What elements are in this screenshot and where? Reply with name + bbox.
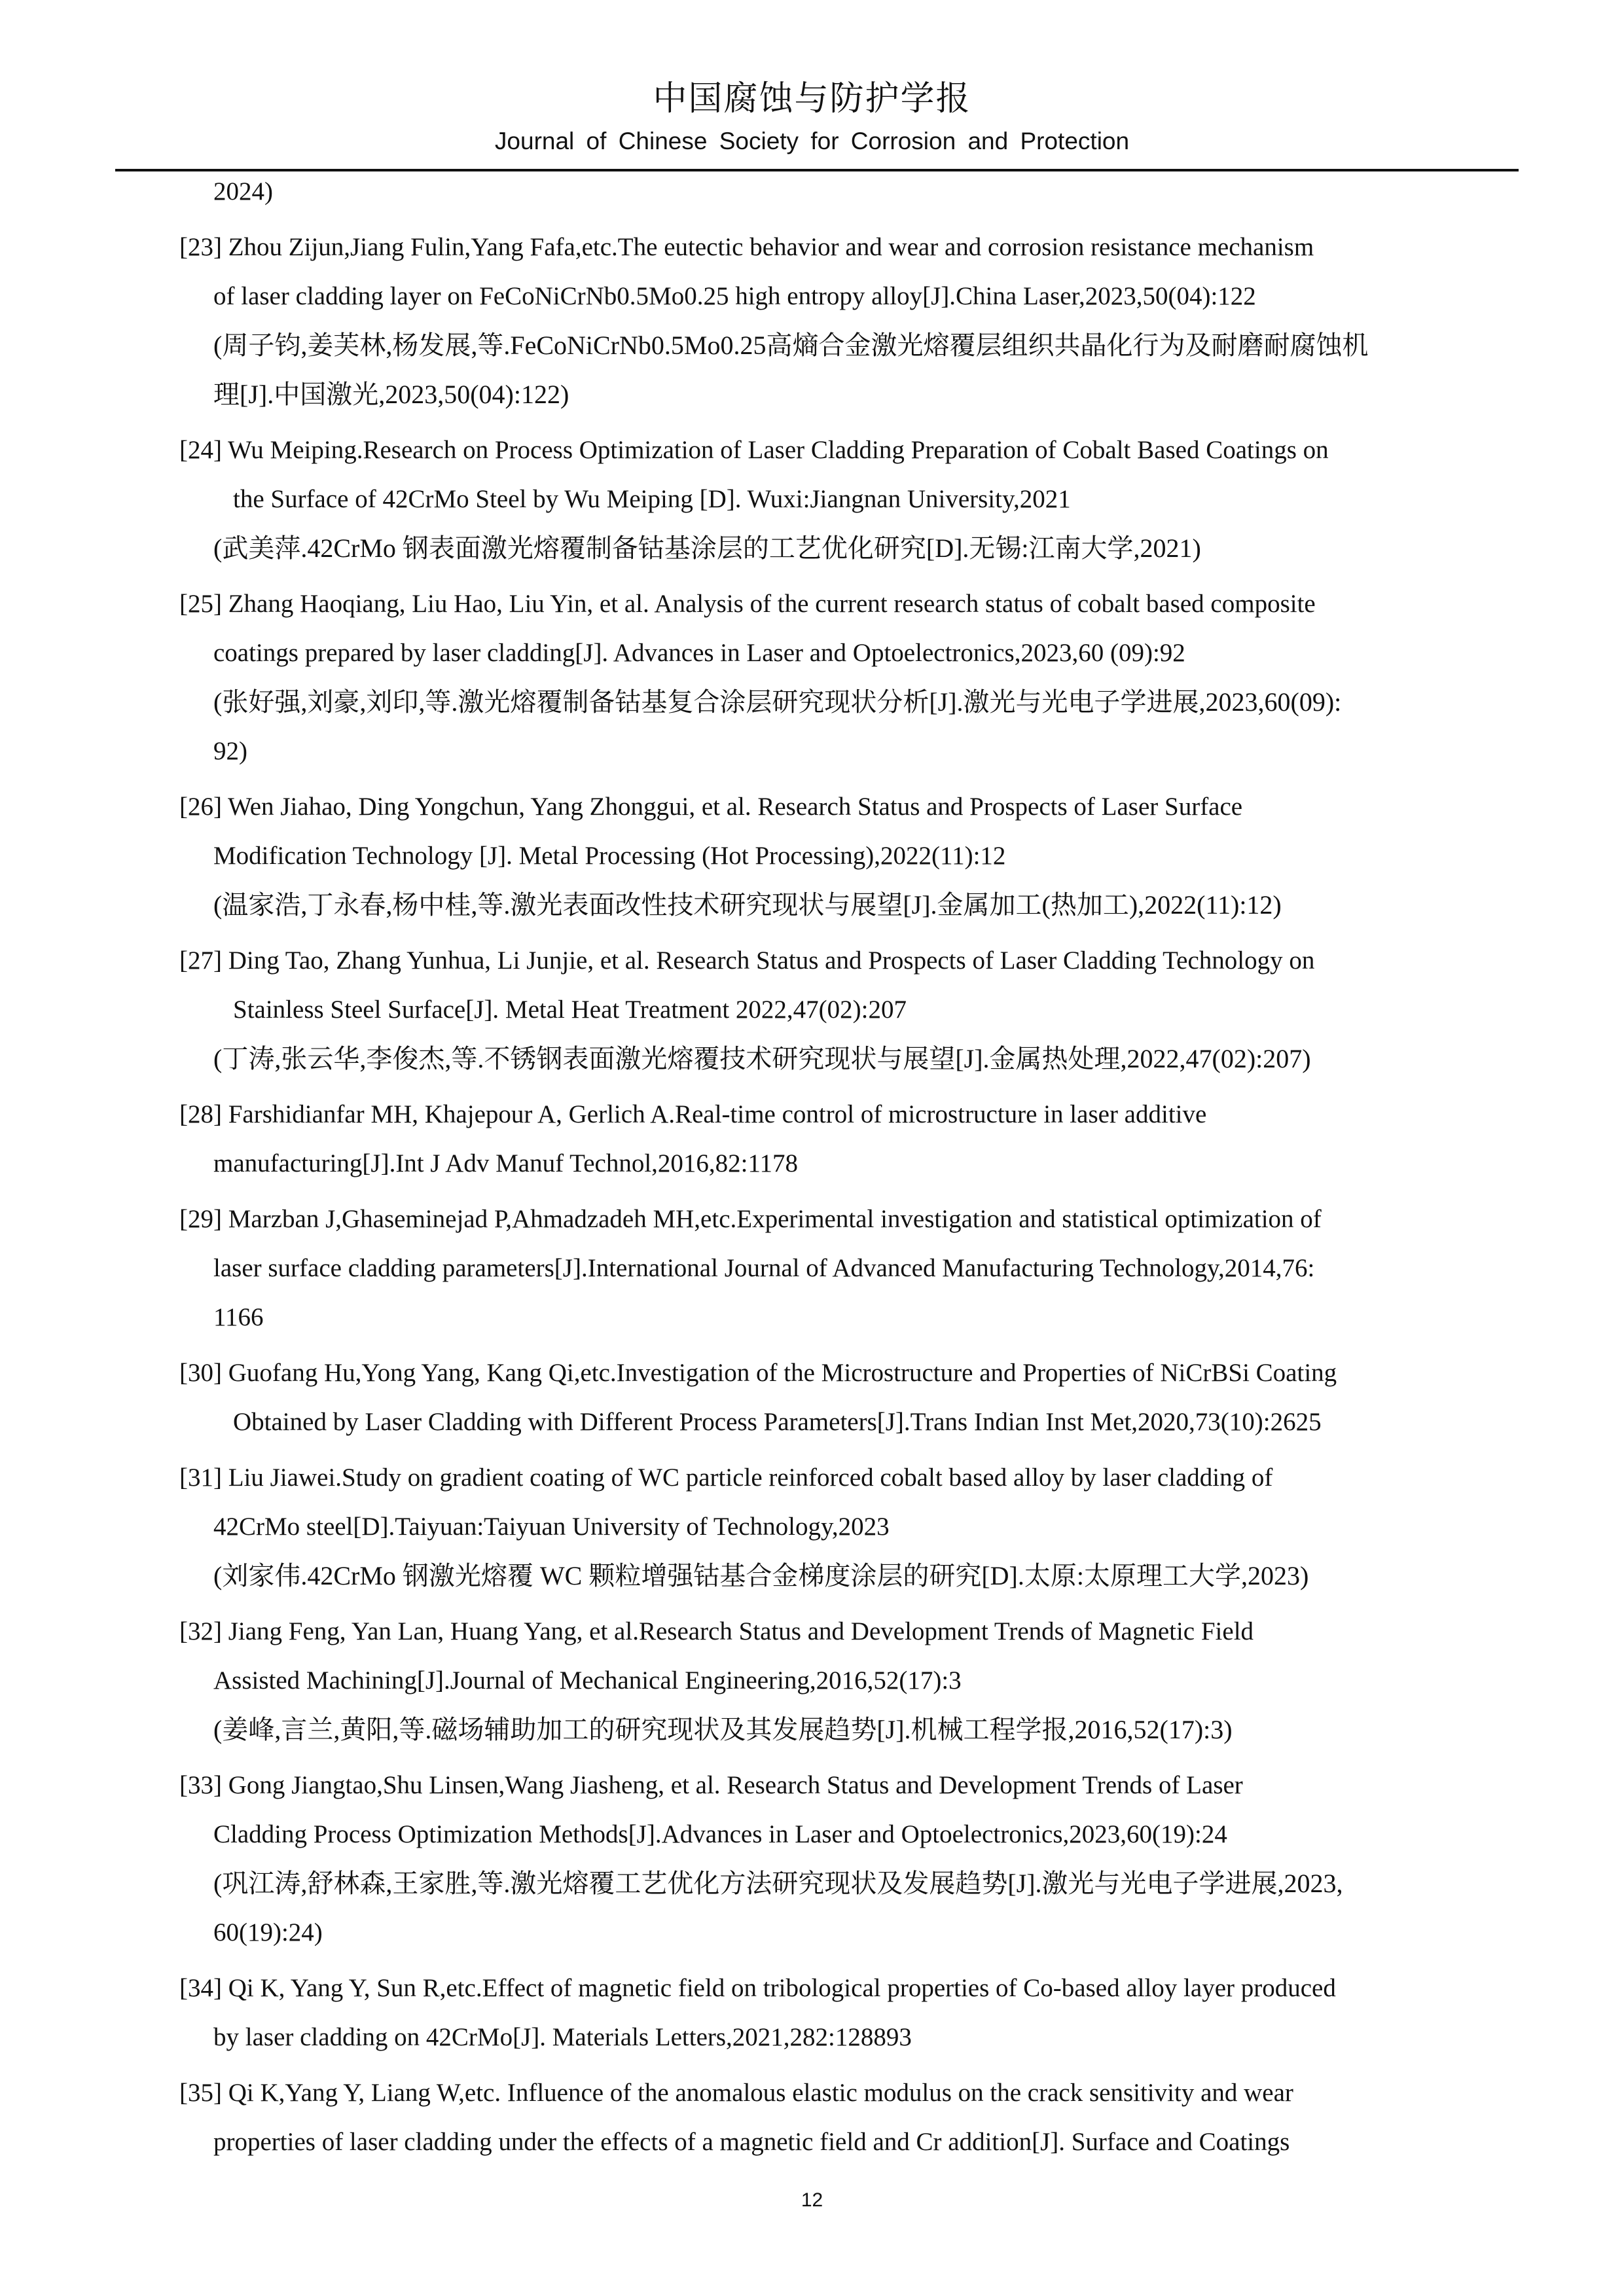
journal-title-english: Journal of Chinese Society for Corrosion and Protection (494, 128, 1130, 154)
reference-line: by laser cladding on 42CrMo[J]. Materials Letters,2021,282:128893 (213, 2023, 912, 2051)
reference-line: Cladding Process Optimization Methods[J].Advances in Laser and Optoelectronics,2023,60(19):24 (213, 1820, 1227, 1848)
reference-line-chinese: (巩江涛,舒林森,王家胜,等.激光熔覆工艺优化方法研究现状及发展趋势[J].激光与光电子学进展,2023, (213, 1869, 1343, 1898)
reference-number: [29] (179, 1205, 222, 1233)
reference-line: Obtained by Laser Cladding with Different Process Parameters[J].Trans Indian Inst Met,2020,73(10):2625 (233, 1408, 1322, 1436)
reference-line: Marzban J,Ghaseminejad P,Ahmadzadeh MH,etc.Experimental investigation and statistical optimization of (228, 1205, 1322, 1233)
reference-29 (179, 1194, 1523, 1244)
reference-line: 92) (213, 737, 247, 765)
journal-title-chinese: 中国腐蚀与防护学报 (653, 79, 971, 118)
reference-number: [35] (179, 2079, 222, 2107)
reference-line: Ding Tao, Zhang Yunhua, Li Junjie, et al. Research Status and Prospects of Laser Cladding Technology on (228, 946, 1315, 975)
reference-33 (179, 1761, 1523, 1810)
reference-line-chinese: (温家浩,丁永春,杨中桂,等.激光表面改性技术研究现状与展望[J].金属加工(热加工),2022(11):12) (213, 890, 1282, 920)
reference-31 (179, 1453, 1523, 1502)
reference-number: [27] (179, 946, 222, 975)
reference-line-chinese: (丁涛,张云华,李俊杰,等.不锈钢表面激光熔覆技术研究现状与展望[J].金属热处理,2022,47(02):207) (213, 1044, 1311, 1073)
reference-line-chinese: (刘家伟.42CrMo 钢激光熔覆 WC 颗粒增强钴基合金梯度涂层的研究[D].太原:太原理工大学,2023) (213, 1561, 1309, 1590)
reference-number: [25] (179, 590, 222, 618)
running-header (0, 77, 1624, 157)
reference-line: Modification Technology [J]. Metal Processing (Hot Processing),2022(11):12 (213, 842, 1006, 870)
reference-line: Gong Jiangtao,Shu Linsen,Wang Jiasheng, et al. Research Status and Development Trends of Laser (228, 1771, 1243, 1799)
page-number: 12 (801, 2189, 823, 2211)
reference-28 (179, 1090, 1523, 1139)
reference-line-chinese: (姜峰,言兰,黄阳,等.磁场辅助加工的研究现状及其发展趋势[J].机械工程学报,2016,52(17):3) (213, 1715, 1233, 1744)
reference-line-chinese: 理[J].中国激光,2023,50(04):122) (213, 380, 569, 409)
reference-line: properties of laser cladding under the effects of a magnetic field and Cr addition[J]. Surface and Coatings (213, 2128, 1290, 2156)
reference-35 (179, 2068, 1523, 2117)
reference-line: of laser cladding layer on FeCoNiCrNb0.5Mo0.25 high entropy alloy[J].China Laser,2023,50(04):122 (213, 282, 1256, 310)
reference-line: Zhou Zijun,Jiang Fulin,Yang Fafa,etc.The eutectic behavior and wear and corrosion resistance mechanism (228, 233, 1314, 261)
reference-line: Liu Jiawei.Study on gradient coating of WC particle reinforced cobalt based alloy by laser cladding of (228, 1463, 1273, 1492)
reference-number: [30] (179, 1359, 222, 1387)
reference-line: the Surface of 42CrMo Steel by Wu Meiping [D]. Wuxi:Jiangnan University,2021 (233, 485, 1071, 513)
reference-line: manufacturing[J].Int J Adv Manuf Technol,2016,82:1178 (213, 1149, 799, 1177)
reference-number: [23] (179, 233, 222, 261)
reference-34 (179, 1964, 1523, 2013)
reference-line: Assisted Machining[J].Journal of Mechanical Engineering,2016,52(17):3 (213, 1666, 962, 1695)
reference-23 (179, 223, 1523, 272)
reference-line: Zhang Haoqiang, Liu Hao, Liu Yin, et al. Analysis of the current research status of cobalt based composite (228, 590, 1316, 618)
reference-line: laser surface cladding parameters[J].International Journal of Advanced Manufacturing Technology,2014,76: (213, 1254, 1315, 1282)
reference-line: Jiang Feng, Yan Lan, Huang Yang, et al.Research Status and Development Trends of Magnetic Field (228, 1617, 1254, 1645)
reference-number: [33] (179, 1771, 222, 1799)
reference-line-chinese: (武美萍.42CrMo 钢表面激光熔覆制备钴基涂层的工艺优化研究[D].无锡:江南大学,2021) (213, 533, 1201, 563)
reference-number: [24] (179, 436, 222, 464)
reference-number: [34] (179, 1974, 222, 2002)
reference-line: Stainless Steel Surface[J]. Metal Heat Treatment 2022,47(02):207 (233, 996, 907, 1024)
reference-line: 1166 (213, 1303, 264, 1331)
reference-line-chinese: (张好强,刘豪,刘印,等.激光熔覆制备钴基复合涂层研究现状分析[J].激光与光电子学进展,2023,60(09): (213, 687, 1342, 717)
reference-continued-line: 2024) (213, 177, 273, 206)
reference-list (179, 167, 1523, 2166)
reference-line: Qi K,Yang Y, Liang W,etc. Influence of the anomalous elastic modulus on the crack sensitivity and wear (228, 2079, 1293, 2107)
reference-24 (179, 425, 1523, 475)
reference-line: Farshidianfar MH, Khajepour A, Gerlich A.Real-time control of microstructure in laser additive (228, 1100, 1207, 1128)
reference-line: Wen Jiahao, Ding Yongchun, Yang Zhonggui, et al. Research Status and Prospects of Laser Surface (228, 793, 1243, 821)
reference-line: 60(19):24) (213, 1918, 323, 1946)
reference-number: [31] (179, 1463, 222, 1492)
reference-number: [26] (179, 793, 222, 821)
reference-25 (179, 579, 1523, 628)
reference-26 (179, 782, 1523, 831)
reference-30 (179, 1348, 1523, 1397)
reference-line: Qi K, Yang Y, Sun R,etc.Effect of magnetic field on tribological properties of Co-based alloy layer produced (228, 1974, 1336, 2002)
reference-32 (179, 1607, 1523, 1656)
reference-line: Guofang Hu,Yong Yang, Kang Qi,etc.Investigation of the Microstructure and Properties of NiCrBSi Coating (228, 1359, 1337, 1387)
reference-27 (179, 936, 1523, 985)
reference-line-chinese: (周子钧,姜芙林,杨发展,等.FeCoNiCrNb0.5Mo0.25高熵合金激光熔覆层组织共晶化行为及耐磨耐腐蚀机 (213, 331, 1369, 360)
reference-number: [28] (179, 1100, 222, 1128)
reference-line: coatings prepared by laser cladding[J]. Advances in Laser and Optoelectronics,2023,60 (09):92 (213, 639, 1185, 667)
reference-line: 42CrMo steel[D].Taiyuan:Taiyuan University of Technology,2023 (213, 1513, 890, 1541)
reference-number: [32] (179, 1617, 222, 1645)
reference-line: Wu Meiping.Research on Process Optimization of Laser Cladding Preparation of Cobalt Based Coatings on (228, 436, 1329, 464)
